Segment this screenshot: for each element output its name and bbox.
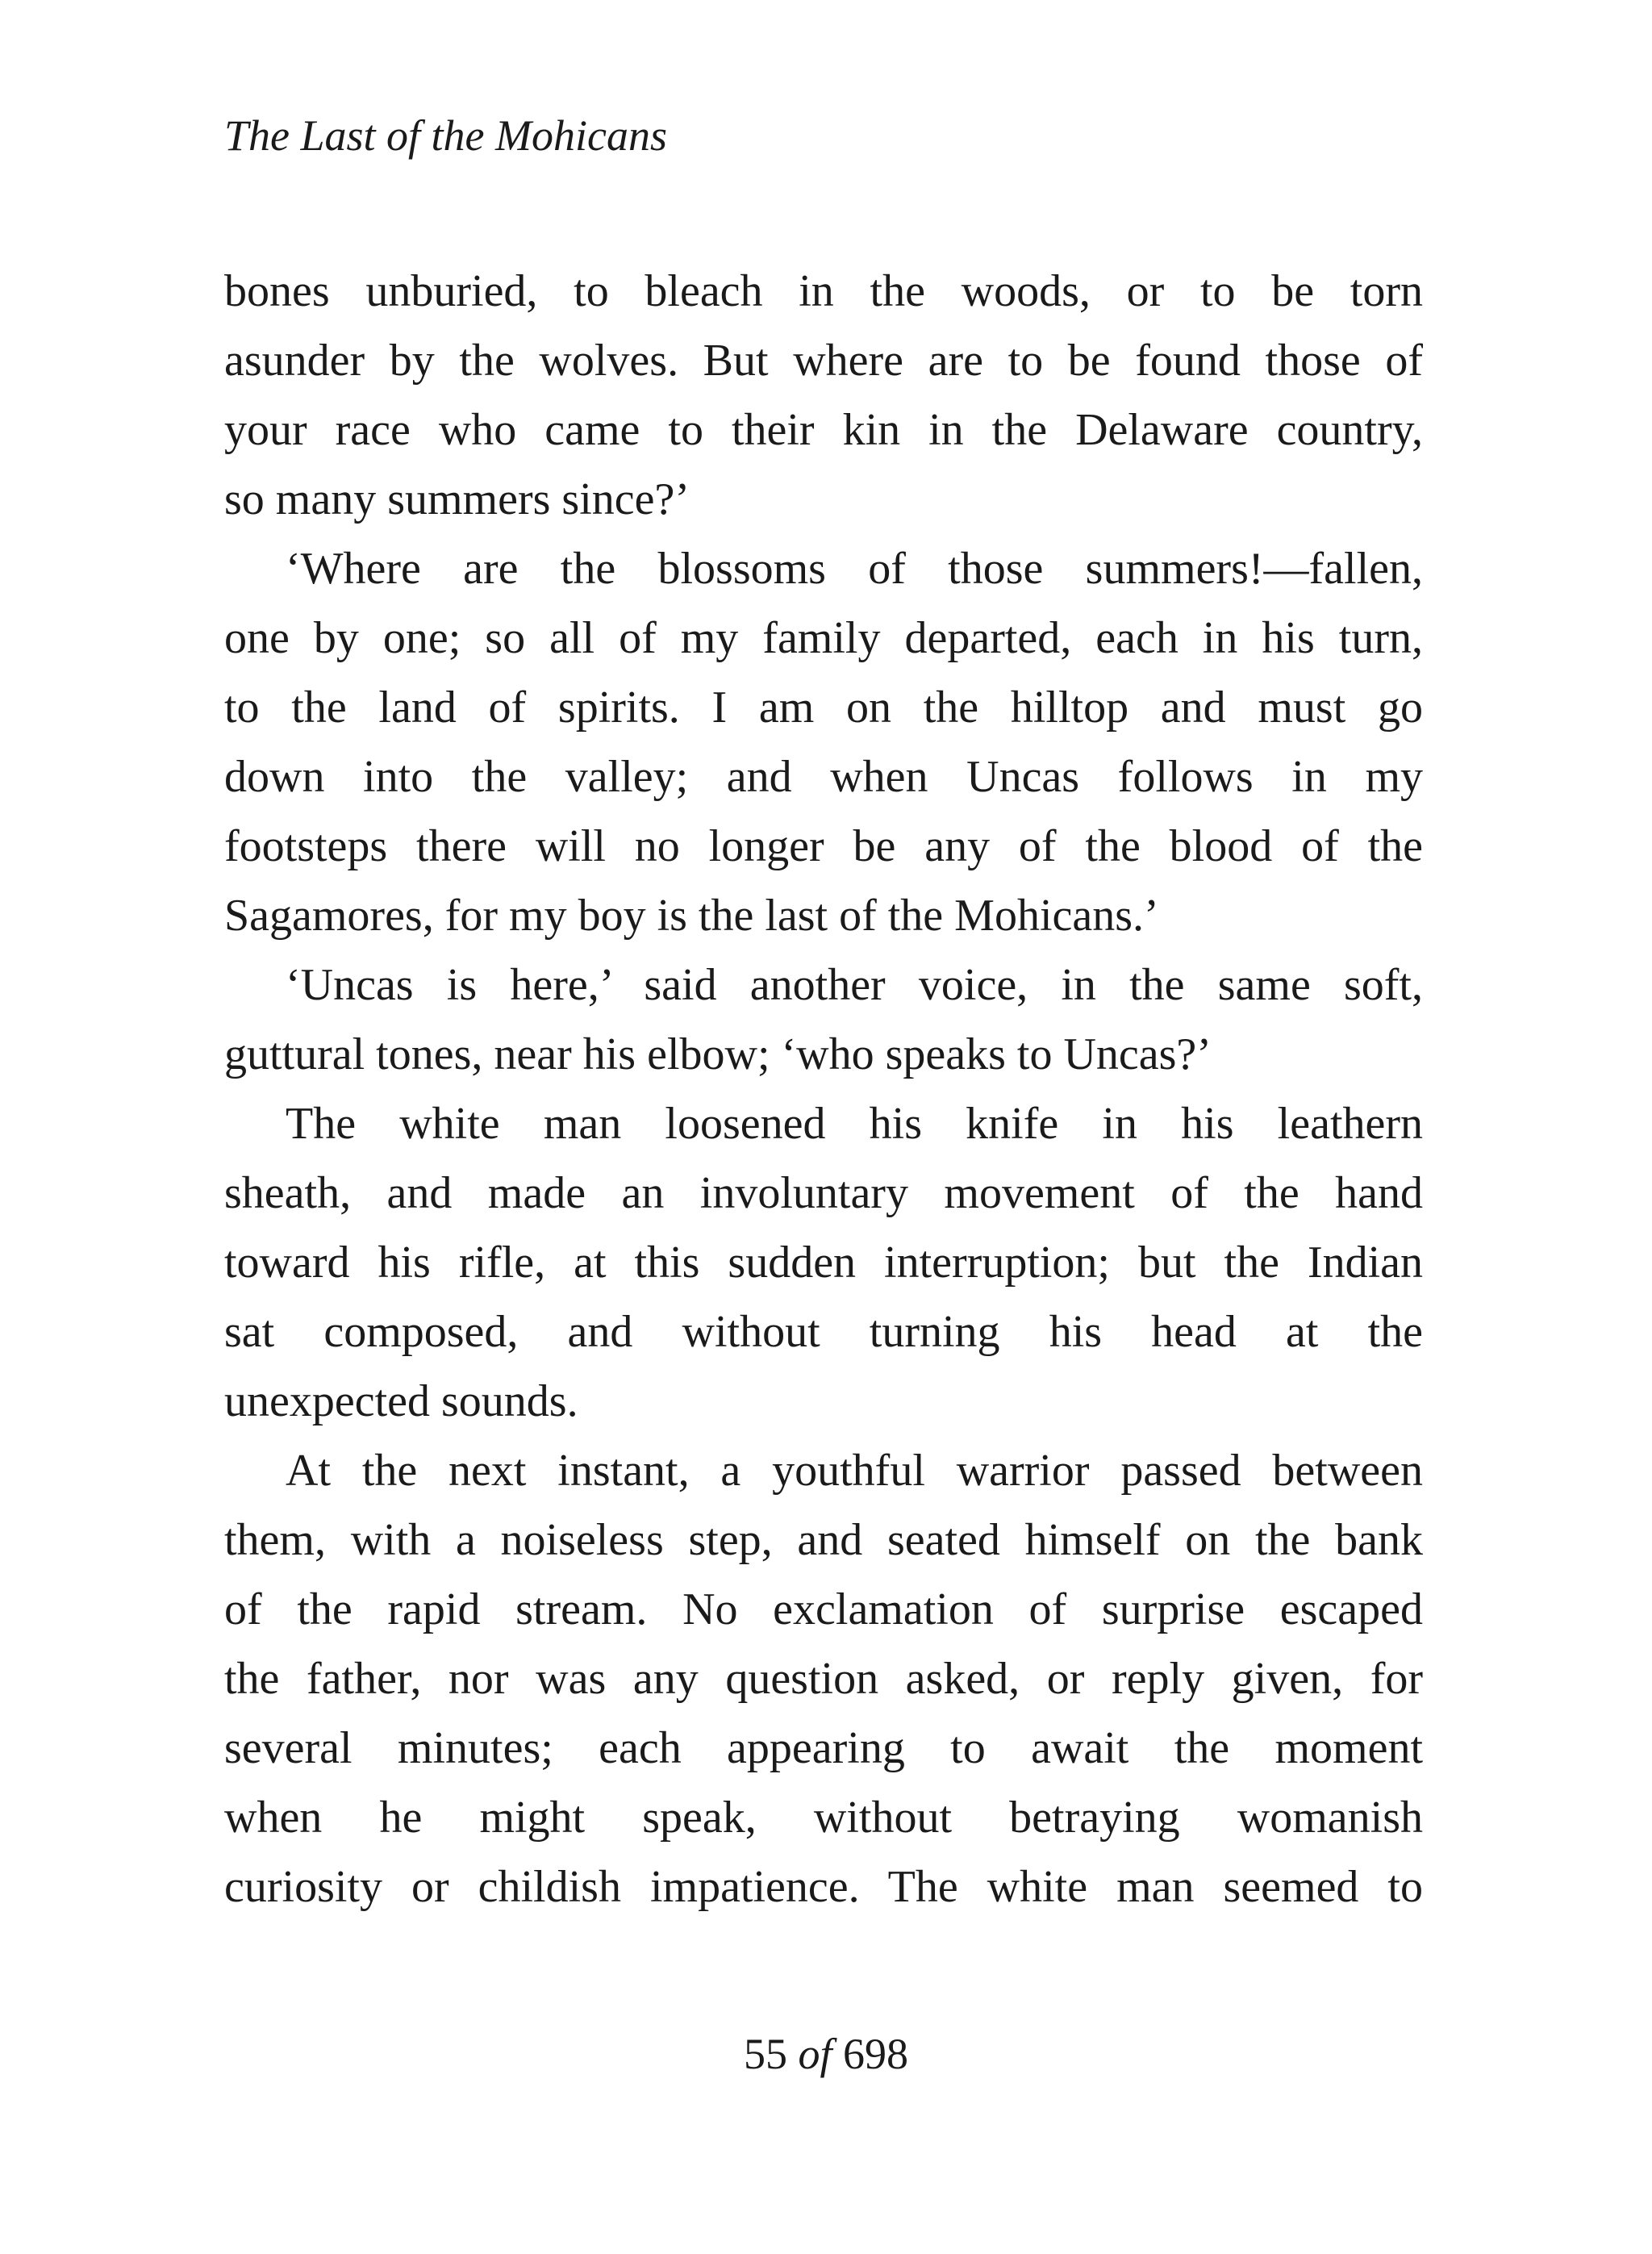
text-line: the father, nor was any question asked, or reply given, for	[224, 1654, 1423, 1704]
text-line: your race who came to their kin in the Delaware country,	[224, 405, 1423, 455]
text-line: bones unburied, to bleach in the woods, or to be torn	[224, 266, 1423, 316]
text-line: sat composed, and without turning his head at the	[224, 1307, 1423, 1357]
text-line: asunder by the wolves. But where are to be found those of	[224, 336, 1423, 386]
total-pages-number: 698	[843, 2030, 908, 2078]
text-line: unexpected sounds.	[224, 1376, 578, 1426]
text-line: ‘Where are the blossoms of those summers!—fallen,	[286, 544, 1423, 594]
text-line: At the next instant, a youthful warrior passed between	[286, 1446, 1423, 1496]
paragraph	[224, 950, 1423, 1089]
text-line: guttural tones, near his elbow; ‘who speaks to Uncas?’	[224, 1029, 1212, 1079]
text-line: to the land of spirits. I am on the hilltop and must go	[224, 682, 1423, 733]
text-line: curiosity or childish impatience. The white man seemed to	[224, 1862, 1423, 1912]
text-line: several minutes; each appearing to await the moment	[224, 1723, 1423, 1773]
text-line: Sagamores, for my boy is the last of the Mohicans.’	[224, 891, 1159, 941]
text-line: sheath, and made an involuntary movement of the hand	[224, 1168, 1423, 1218]
text-line: footsteps there will no longer be any of the blood of the	[224, 821, 1423, 871]
text-line: of the rapid stream. No exclamation of surprise escaped	[224, 1584, 1423, 1634]
text-line: so many summers since?’	[224, 474, 690, 524]
text-line: The white man loosened his knife in his leathern	[286, 1099, 1423, 1149]
text-line: toward his rifle, at this sudden interruption; but the Indian	[224, 1238, 1423, 1288]
text-line: when he might speak, without betraying womanish	[224, 1793, 1423, 1843]
page-of-label: of	[798, 2030, 832, 2078]
text-line: one by one; so all of my family departed, each in his turn,	[224, 613, 1423, 663]
paragraph	[224, 257, 1423, 534]
current-page-number: 55	[743, 2030, 787, 2078]
paragraph	[224, 1436, 1423, 1922]
body-text	[224, 257, 1423, 1922]
paragraph	[224, 534, 1423, 950]
running-header-title: The Last of the Mohicans	[224, 111, 667, 160]
text-line: ‘Uncas is here,’ said another voice, in the same soft,	[286, 960, 1423, 1010]
paragraph	[224, 1089, 1423, 1436]
text-line: down into the valley; and when Uncas follows in my	[224, 752, 1423, 802]
text-line: them, with a noiseless step, and seated himself on the bank	[224, 1515, 1423, 1565]
page-number	[0, 2022, 1652, 2086]
